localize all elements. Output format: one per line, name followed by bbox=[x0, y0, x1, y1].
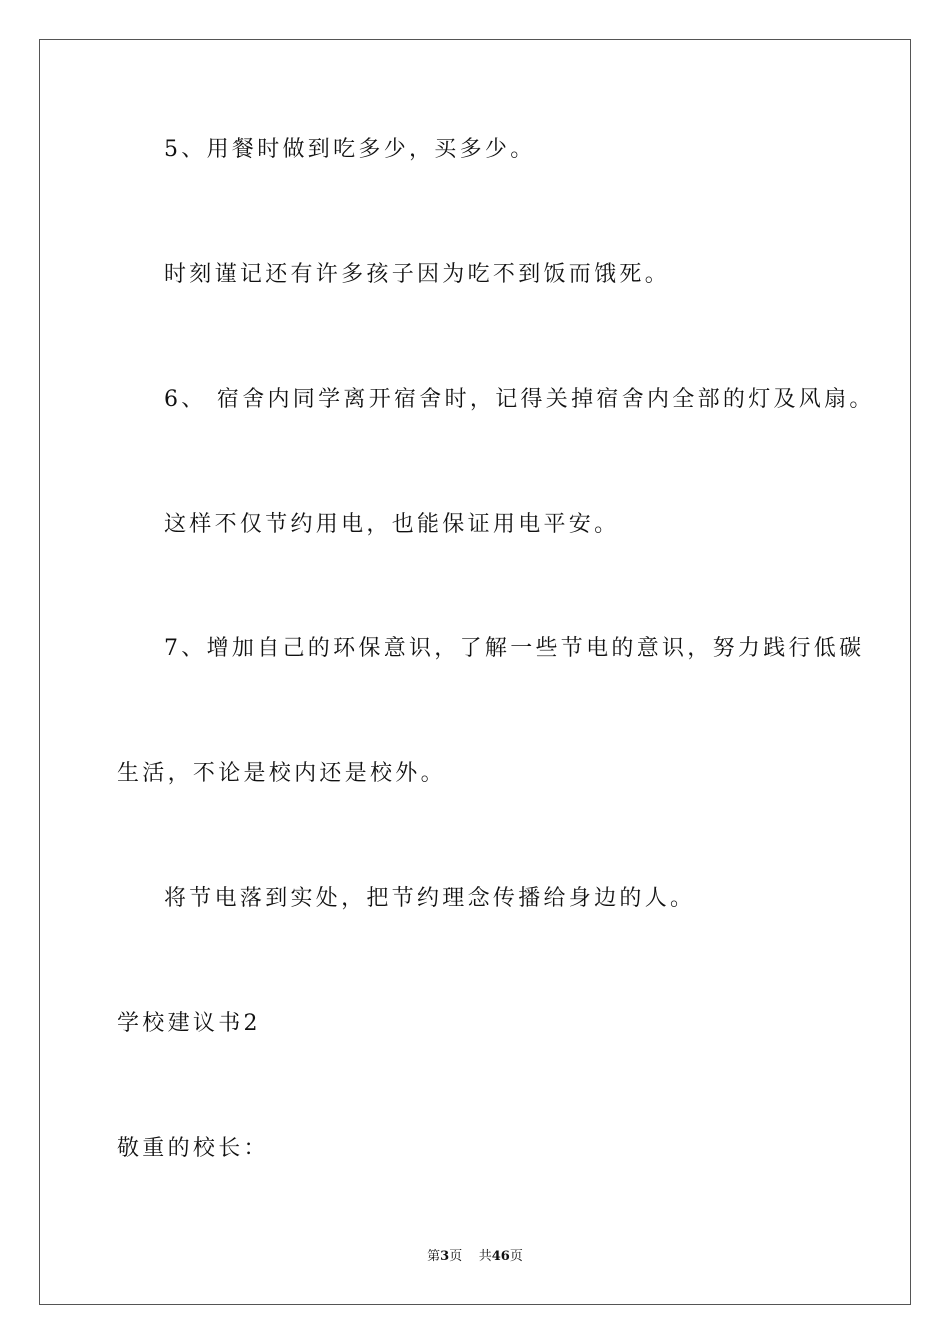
page-footer bbox=[0, 1249, 950, 1265]
page-prefix: 第 bbox=[427, 1249, 441, 1264]
paragraph-line: 生活，不论是校内还是校外。 bbox=[117, 761, 446, 786]
salutation: 敬重的校长： bbox=[117, 1136, 269, 1161]
paragraph-line: 这样不仅节约用电，也能保证用电平安。 bbox=[164, 512, 620, 537]
paragraph-line: 将节电落到实处，把节约理念传播给身边的人。 bbox=[164, 886, 696, 911]
page-border bbox=[39, 39, 911, 1305]
total-suffix: 页 bbox=[509, 1249, 523, 1264]
paragraph-line: 5、用餐时做到吃多少，买多少。 bbox=[164, 137, 536, 162]
page-suffix: 页 bbox=[449, 1249, 463, 1264]
page-number: 3 bbox=[440, 1249, 450, 1264]
total-prefix: 共 bbox=[478, 1249, 492, 1264]
paragraph-line: 6、 宿舍内同学离开宿舍时，记得关掉宿舍内全部的灯及风扇。 bbox=[164, 387, 875, 412]
paragraph-line: 7、增加自己的环保意识，了解一些节电的意识，努力践行低碳 bbox=[164, 636, 865, 661]
total-pages: 46 bbox=[491, 1249, 510, 1264]
section-heading: 学校建议书2 bbox=[117, 1011, 261, 1036]
paragraph-line: 时刻谨记还有许多孩子因为吃不到饭而饿死。 bbox=[164, 262, 671, 287]
